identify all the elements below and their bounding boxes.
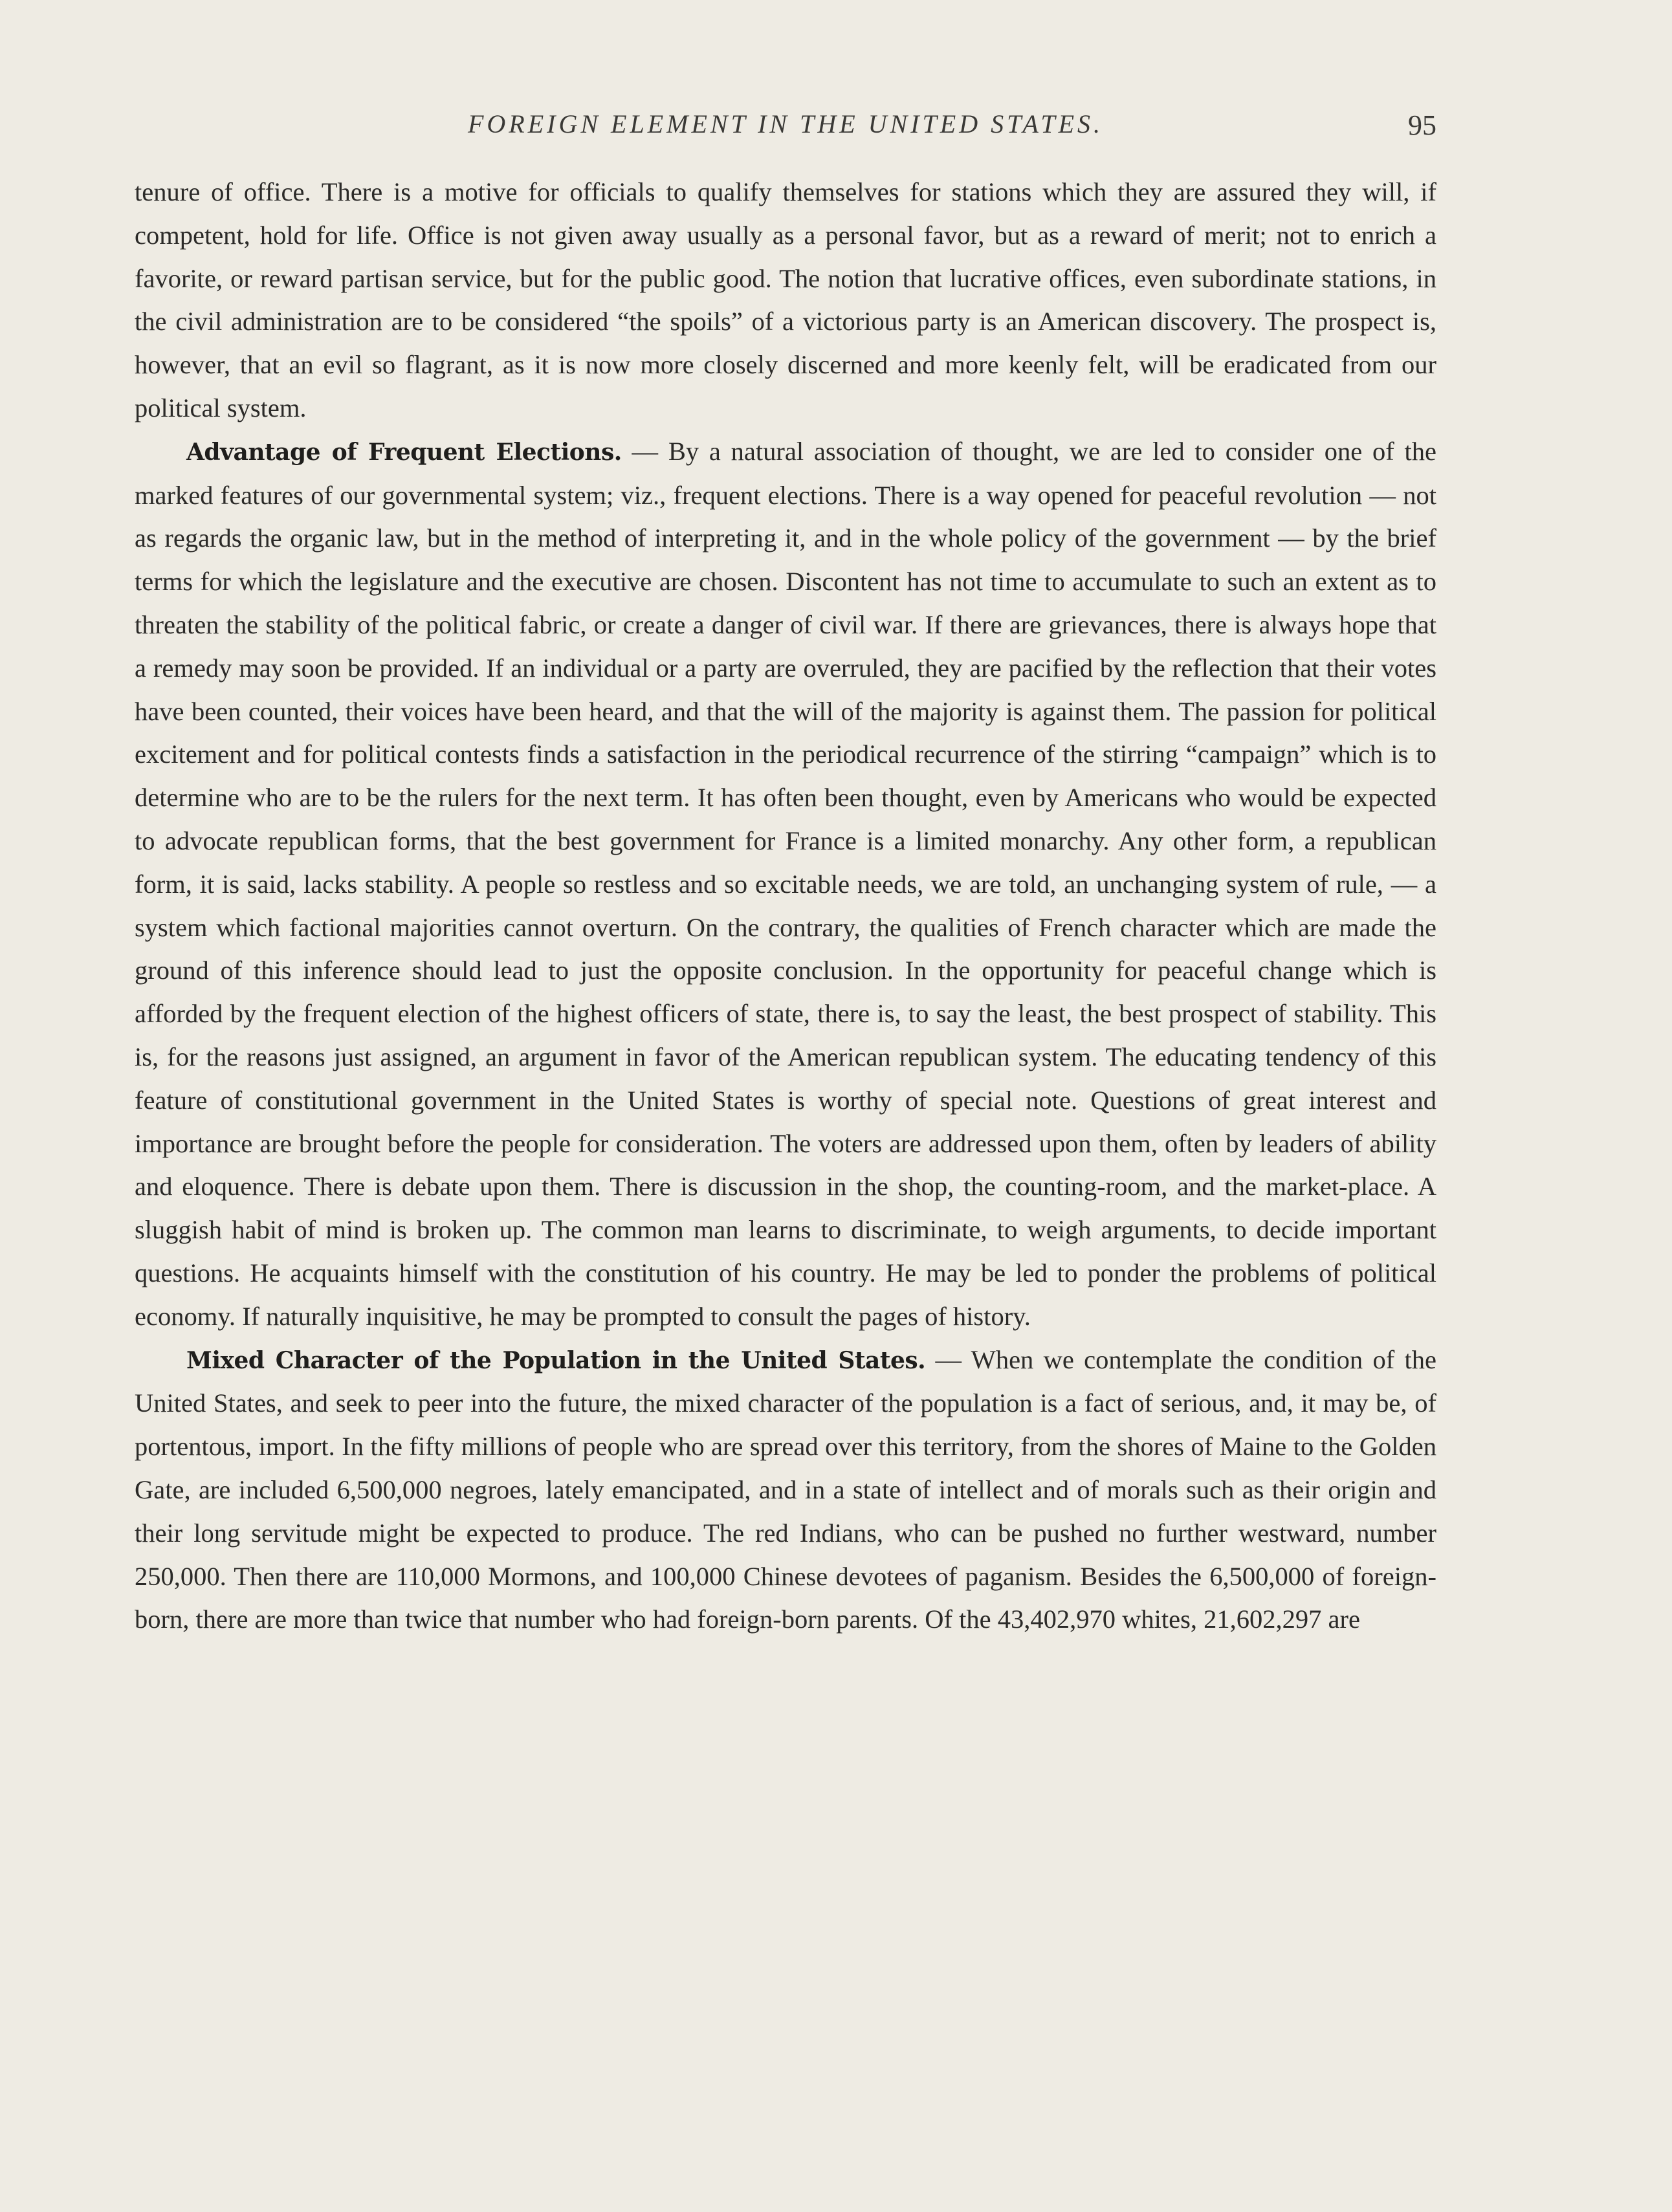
section-heading-frequent-elections: Advantage of Frequent Elections.: [186, 438, 622, 466]
paragraph-text: — When we contemplate the condition of the United States, and seek to peer into the future, the mixed character of the population is a fact of serious, and, it may be, of portentous, import. In the fifty millions of people who are spread over this territory, from the shores of Maine to the Golden Gate, are included 6,500,000 negroes, lately emancipated, and in a state of intellect and of morals such as their origin and their long servitude might be expected to produce. The red Indians, who can be pushed no further westward, number 250,000. Then there are 110,000 Mormons, and 100,000 Chinese devotees of paganism. Besides the 6,500,000 of foreign-born, there are more than twice that number who had foreign-born parents. Of the 43,402,970 whites, 21,602,297 are: [135, 1344, 1436, 1634]
section-heading-mixed-population: Mixed Character of the Population in the United States.: [186, 1346, 926, 1374]
paragraph-text: tenure of office. There is a motive for officials to qualify themselves for stations which they are assured they will, if competent, hold for life. Office is not given away usually as a personal favor, but as a reward of merit; not to enrich a favorite, or reward partisan service, but for the public good. The notion that lucrative offices, even subordinate stations, in the civil administration are to be considered “the spoils” of a victorious party is an American discovery. The prospect is, however, that an evil so flagrant, as it is now more closely discerned and more keenly felt, will be eradicated from our political system.: [135, 177, 1436, 422]
paragraph-frequent-elections: [135, 430, 1436, 1339]
body-text: [135, 171, 1436, 1641]
paragraph-tenure-of-office: [135, 171, 1436, 430]
running-title: FOREIGN ELEMENT IN THE UNITED STATES.: [467, 109, 1104, 138]
paragraph-text: — By a natural association of thought, we are led to consider one of the marked features of our governmental system; viz., frequent elections. There is a way opened for peaceful revolution — not as regards the organic law, but in the method of interpreting it, and in the whole policy of the government — by the brief terms for which the legislature and the executive are chosen. Discontent has not time to accumulate to such an extent as to threaten the stability of the political fabric, or create a danger of civil war. If there are grievances, there is always hope that a remedy may soon be provided. If an individual or a party are overruled, they are pacified by the reflection that their votes have been counted, their voices have been heard, and that the will of the majority is against them. The passion for political excitement and for political contests finds a satisfaction in the periodical recurrence of the stirring “campaign” which is to determine who are to be the rulers for the next term. It has often been thought, even by Americans who would be expected to advocate republican forms, that the best government for France is a limited monarchy. Any other form, a republican form, it is said, lacks stability. A people so restless and so excitable needs, we are told, an unchanging system of rule, — a system which factional majorities cannot overturn. On the contrary, the qualities of French character which are made the ground of this inference should lead to just the opposite conclusion. In the opportunity for peaceful change which is afforded by the frequent election of the highest officers of state, there is, to say the least, the best prospect of stability. This is, for the reasons just assigned, an argument in favor of the American republican system. The educating tendency of this feature of constitutional government in the United States is worthy of special note. Questions of great interest and importance are brought before the people for consideration. The voters are addressed upon them, often by leaders of ability and eloquence. There is debate upon them. There is discussion in the shop, the counting-room, and the market-place. A sluggish habit of mind is broken up. The common man learns to discriminate, to weigh arguments, to decide important questions. He acquaints himself with the constitution of his country. He may be led to ponder the problems of political economy. If naturally inquisitive, he may be prompted to consult the pages of history.: [135, 436, 1436, 1331]
running-head: [135, 109, 1436, 160]
page-number: 95: [1408, 109, 1436, 141]
paragraph-mixed-population: [135, 1339, 1436, 1642]
